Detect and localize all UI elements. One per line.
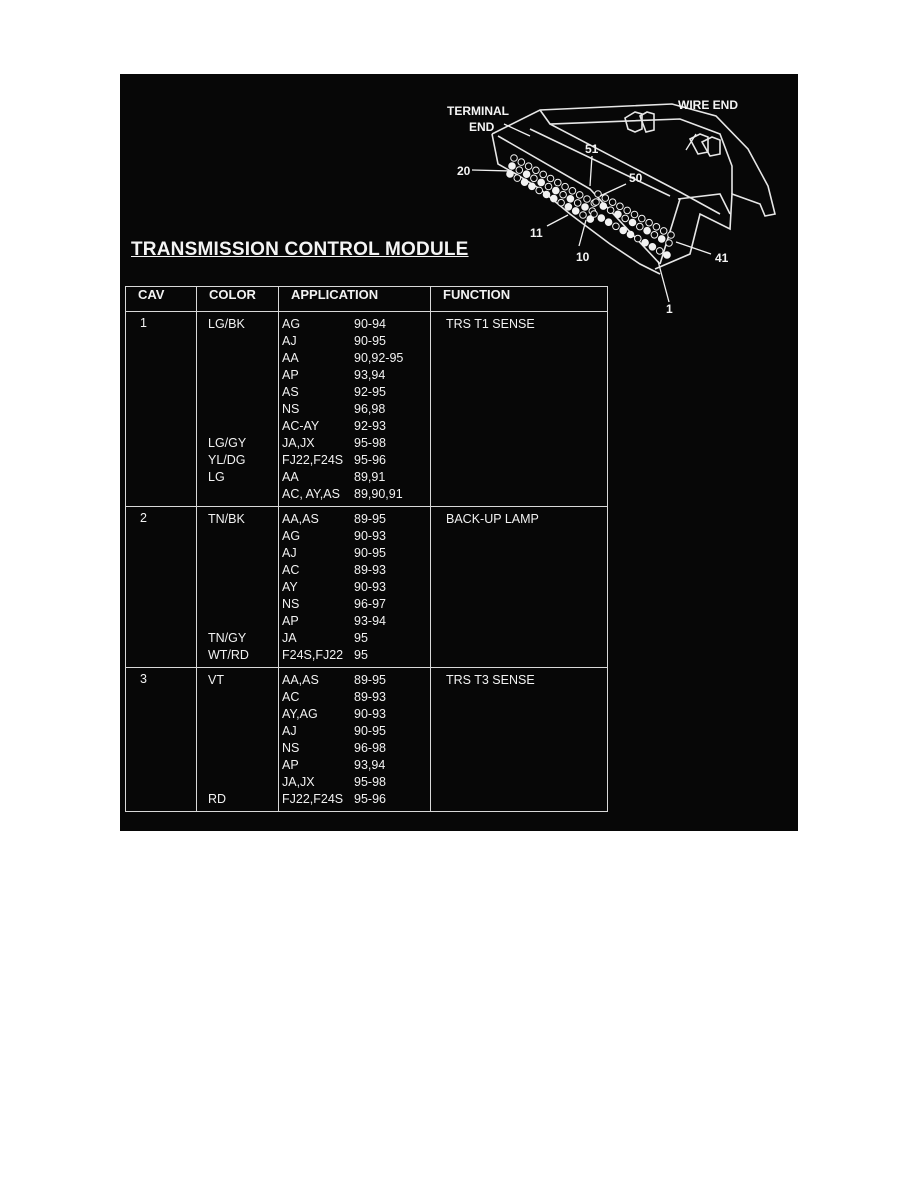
application-entry — [282, 613, 430, 630]
application-entry — [282, 647, 430, 664]
connector-pin — [649, 244, 656, 251]
application-entry — [282, 706, 430, 723]
application-model: NS — [282, 741, 300, 755]
connector-pin — [560, 191, 567, 198]
application-entry — [282, 384, 430, 401]
connector-pin — [511, 155, 518, 162]
table-row — [126, 312, 608, 507]
connector-pin — [529, 183, 536, 190]
pin-label-41: 41 — [715, 251, 729, 265]
application-entry — [282, 401, 430, 418]
wire-color — [208, 723, 278, 740]
wire-color-cell — [197, 312, 279, 507]
application-years: 89-95 — [354, 512, 386, 526]
application-years: 96-97 — [354, 597, 386, 611]
application-model: AS — [282, 385, 299, 399]
application-entry — [282, 511, 430, 528]
connector-pin — [533, 167, 540, 174]
table-row — [126, 507, 608, 668]
column-header-application: APPLICATION — [279, 287, 431, 312]
connector-pin — [562, 183, 569, 190]
application-model: FJ22,F24S — [282, 453, 344, 467]
column-header-color: COLOR — [197, 287, 279, 312]
application-model: AP — [282, 758, 299, 772]
application-entry — [282, 469, 430, 486]
connector-pin — [580, 212, 587, 219]
table-header-row — [126, 287, 608, 312]
cav-number: 2 — [126, 507, 197, 668]
application-years: 95 — [354, 648, 368, 662]
pin-label-1: 1 — [666, 302, 673, 316]
pin-label-20: 20 — [457, 164, 471, 178]
wire-color — [208, 689, 278, 706]
application-model: NS — [282, 402, 300, 416]
application-model: AA — [282, 351, 299, 365]
application-years: 92-95 — [354, 385, 386, 399]
application-model: AG — [282, 317, 301, 331]
connector-pin — [584, 196, 591, 203]
application-model: JA,JX — [282, 436, 315, 450]
cav-number: 1 — [126, 312, 197, 507]
application-model: AA — [282, 470, 299, 484]
application-cell — [279, 312, 431, 507]
connector-pin — [593, 199, 600, 206]
connector-pin — [518, 159, 525, 166]
connector-pin — [615, 211, 622, 218]
application-entry — [282, 579, 430, 596]
application-years: 90,92-95 — [354, 351, 404, 365]
connector-pin — [582, 204, 589, 211]
pin-assignment-table — [125, 286, 608, 812]
wire-color — [208, 545, 278, 562]
application-years: 90-93 — [354, 707, 386, 721]
wire-color — [208, 528, 278, 545]
page-title: TRANSMISSION CONTROL MODULE — [131, 239, 469, 260]
table-body — [126, 312, 608, 812]
connector-pin — [540, 171, 547, 178]
pin-row-upper — [507, 155, 598, 223]
application-entry — [282, 723, 430, 740]
application-model: AJ — [282, 724, 297, 738]
wire-color — [208, 740, 278, 757]
application-entry — [282, 435, 430, 452]
application-model: AY — [282, 580, 298, 594]
application-entry — [282, 528, 430, 545]
application-years: 92-93 — [354, 419, 386, 433]
application-model: AY,AG — [282, 707, 318, 721]
pin-label-50: 50 — [629, 171, 643, 185]
application-years: 93,94 — [354, 368, 386, 382]
connector-pin — [543, 191, 550, 198]
connector-pin — [620, 227, 627, 234]
connector-pin — [639, 215, 646, 222]
connector-pin — [642, 239, 649, 246]
application-model: AJ — [282, 334, 297, 348]
pin-label-51: 51 — [585, 142, 599, 156]
wire-color: LG — [208, 470, 225, 484]
connector-pin — [591, 211, 598, 218]
wire-color — [208, 562, 278, 579]
wire-color — [208, 579, 278, 596]
connector-pin — [523, 171, 530, 178]
application-model: AC — [282, 690, 300, 704]
function-cell — [431, 507, 608, 668]
application-model: JA,JX — [282, 775, 315, 789]
connector-pin — [664, 252, 671, 259]
application-entry — [282, 672, 430, 689]
wire-color: TN/BK — [208, 512, 245, 526]
connector-pin — [637, 223, 644, 230]
connector-pin — [622, 215, 629, 222]
connector-pin — [644, 227, 651, 234]
application-model: JA — [282, 631, 297, 645]
application-years: 90-95 — [354, 334, 386, 348]
application-years: 90-93 — [354, 529, 386, 543]
application-model: AA,AS — [282, 673, 319, 687]
wire-color — [208, 384, 278, 401]
pin-label-10: 10 — [576, 250, 590, 264]
connector-pin — [569, 188, 576, 195]
wire-color-cell — [197, 507, 279, 668]
application-years: 89-93 — [354, 690, 386, 704]
wire-color — [208, 418, 278, 435]
wire-color: LG/BK — [208, 317, 245, 331]
application-years: 90-93 — [354, 580, 386, 594]
terminal-end-label-line2: END — [469, 120, 495, 134]
table-row — [126, 668, 608, 812]
application-model: AC — [282, 563, 300, 577]
application-entry — [282, 562, 430, 579]
wire-color — [208, 757, 278, 774]
application-entry — [282, 333, 430, 350]
connector-pin — [516, 167, 523, 174]
connector-pin — [553, 187, 560, 194]
application-entry — [282, 486, 430, 503]
wire-color-cell — [197, 668, 279, 812]
connector-pin — [551, 195, 558, 202]
function-label: TRS T3 SENSE — [446, 673, 535, 687]
application-model: AP — [282, 368, 299, 382]
connector-pin — [555, 179, 562, 186]
connector-pin — [602, 195, 609, 202]
connector-pin — [600, 203, 607, 210]
application-years: 89,90,91 — [354, 487, 403, 501]
connector-pin — [558, 199, 565, 206]
wire-color — [208, 367, 278, 384]
connector-pin — [574, 200, 581, 207]
application-cell — [279, 507, 431, 668]
connector-pin — [660, 228, 667, 235]
application-years: 90-94 — [354, 317, 386, 331]
application-years: 95-96 — [354, 453, 386, 467]
connector-pin — [668, 232, 675, 239]
cav-number: 3 — [126, 668, 197, 812]
connector-pin — [509, 163, 516, 170]
connector-pin — [567, 196, 574, 203]
application-model: FJ22,F24S — [282, 792, 344, 806]
wire-color — [208, 774, 278, 791]
application-entry — [282, 545, 430, 562]
wire-color — [208, 350, 278, 367]
application-entry — [282, 367, 430, 384]
application-entry — [282, 452, 430, 469]
connector-pin — [658, 236, 665, 243]
wire-color — [208, 333, 278, 350]
application-years: 95 — [354, 631, 368, 645]
wire-color: RD — [208, 792, 227, 806]
application-model: F24S,FJ22 — [282, 648, 344, 662]
wire-color: WT/RD — [208, 648, 249, 662]
application-years: 89,91 — [354, 470, 386, 484]
connector-pin — [627, 231, 634, 238]
pin-row-lower — [591, 191, 675, 259]
connector-pin — [525, 163, 532, 170]
connector-pin — [613, 223, 620, 230]
application-years: 89-95 — [354, 673, 386, 687]
connector-pin — [651, 232, 658, 239]
connector-pin — [653, 224, 660, 231]
connector-pin — [514, 175, 521, 182]
wire-color — [208, 486, 278, 503]
application-years: 90-95 — [354, 546, 386, 560]
connector-pin — [545, 183, 552, 190]
application-model: AC-AY — [282, 419, 320, 433]
connector-pin — [536, 187, 543, 194]
column-header-function: FUNCTION — [431, 287, 608, 312]
function-cell — [431, 668, 608, 812]
function-cell — [431, 312, 608, 507]
connector-pin — [631, 211, 638, 218]
diagram-panel — [120, 74, 798, 831]
connector-pin — [531, 175, 538, 182]
connector-pin — [629, 219, 636, 226]
connector-pin — [538, 179, 545, 186]
application-years: 89-93 — [354, 563, 386, 577]
connector-pin — [666, 240, 673, 247]
application-cell — [279, 668, 431, 812]
terminal-end-label-line1: TERMINAL — [447, 104, 509, 118]
wire-color: LG/GY — [208, 436, 247, 450]
application-entry — [282, 689, 430, 706]
connector-pin — [605, 219, 612, 226]
application-model: AC, AY,AS — [282, 487, 340, 501]
connector-pin — [635, 235, 642, 242]
connector-pin — [624, 207, 631, 214]
connector-pin — [576, 192, 583, 199]
application-entry — [282, 418, 430, 435]
application-entry — [282, 757, 430, 774]
connector-pin — [646, 219, 653, 226]
application-entry — [282, 596, 430, 613]
application-model: NS — [282, 597, 300, 611]
connector-pin — [547, 175, 554, 182]
wire-end-label: WIRE END — [678, 98, 738, 112]
wire-color — [208, 613, 278, 630]
application-years: 95-98 — [354, 436, 386, 450]
application-years: 96,98 — [354, 402, 386, 416]
wire-color — [208, 401, 278, 418]
connector-pin — [656, 248, 663, 255]
application-model: AG — [282, 529, 301, 543]
application-years: 95-98 — [354, 775, 386, 789]
column-header-cav: CAV — [126, 287, 197, 312]
connector-pin — [507, 171, 514, 178]
application-entry — [282, 740, 430, 757]
wire-color: YL/DG — [208, 453, 246, 467]
application-years: 93,94 — [354, 758, 386, 772]
function-label: BACK-UP LAMP — [446, 512, 539, 526]
connector-pin — [565, 204, 572, 211]
function-label: TRS T1 SENSE — [446, 317, 535, 331]
connector-pin — [521, 179, 528, 186]
wire-color — [208, 596, 278, 613]
application-years: 95-96 — [354, 792, 386, 806]
application-model: AA,AS — [282, 512, 319, 526]
application-entry — [282, 350, 430, 367]
connector-pin — [617, 203, 624, 210]
connector-pin — [598, 215, 605, 222]
wire-color — [208, 706, 278, 723]
application-years: 90-95 — [354, 724, 386, 738]
connector-pin — [607, 207, 614, 214]
application-entry — [282, 316, 430, 333]
pin-label-11: 11 — [530, 226, 543, 240]
application-years: 93-94 — [354, 614, 386, 628]
connector-pin — [572, 208, 579, 215]
wire-color: TN/GY — [208, 631, 247, 645]
application-years: 96-98 — [354, 741, 386, 755]
application-entry — [282, 630, 430, 647]
application-model: AP — [282, 614, 299, 628]
application-entry — [282, 791, 430, 808]
application-entry — [282, 774, 430, 791]
wire-color: VT — [208, 673, 224, 687]
connector-pin — [609, 199, 616, 206]
application-model: AJ — [282, 546, 297, 560]
